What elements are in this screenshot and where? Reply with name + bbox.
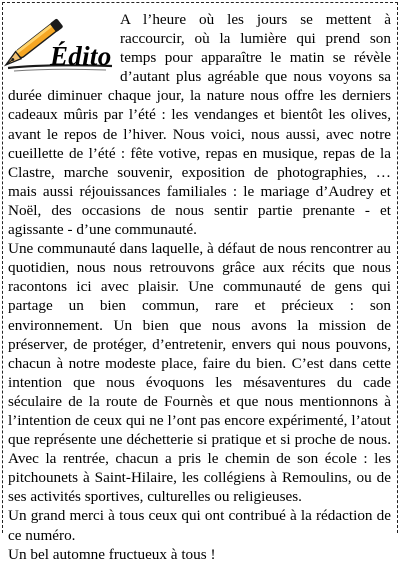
edito-body — [8, 10, 391, 564]
paragraph-community: Une communauté dans laquelle, à défaut de nous rencontrer au quotidien, nous nous retrouvons grâce aux récits que nous racontons ici avec plaisir. Une communauté de gens qui partage un bien commun, rare et précieux : son environnement. Un bien que nous avons la mission de préserver, de protéger, d’entretenir, envers qui nous pouvons, chacun à notre modeste place, faire du bien. C’est dans cette intention que nous évoquons les mésaventures du cade séculaire de la route de Fournès et que nous mentionnons à l’intention de ceux qui ne l’ont pas encore expérimenté, l’atout que représente une déchetterie si pratique et si proche de nous. Avec la rentrée, chacun a pris le chemin de son école : les pitchounets à Saint-Hilaire, les collégiens à Remoulins, ou de ses activités sportives, culturelles ou religieuses. — [8, 240, 391, 506]
paragraph-intro: A l’heure où les jours se mettent à raccourcir, où la lumière qui prend son temps pour apparaître le matin se révèle d’autant plus agréable que nous voyons sa durée diminuer chaque jour, la nature nous offre les derniers cadeaux mûris par l’été : les vendanges et bientôt les olives, avant le repos de l’hiver. Nous voici, nous aussi, avec notre cueillette de l’été : fête votive, repas en musique, repas de la Clastre, marche souvenir, exposition de photographies, … mais aussi réjouissances familiales : le mariage d’Audrey et Noël, des occasions de nous sentir partie prenante - et agissante - d’une communauté. — [8, 11, 391, 239]
paragraph-closing: Un bel automne fructueux à tous ! — [8, 545, 216, 563]
edito-header — [4, 8, 116, 78]
paragraph-thanks: Un grand merci à tous ceux qui ont contribué à la rédaction de ce numéro. — [8, 507, 391, 544]
edito-title: Édito — [50, 41, 112, 71]
